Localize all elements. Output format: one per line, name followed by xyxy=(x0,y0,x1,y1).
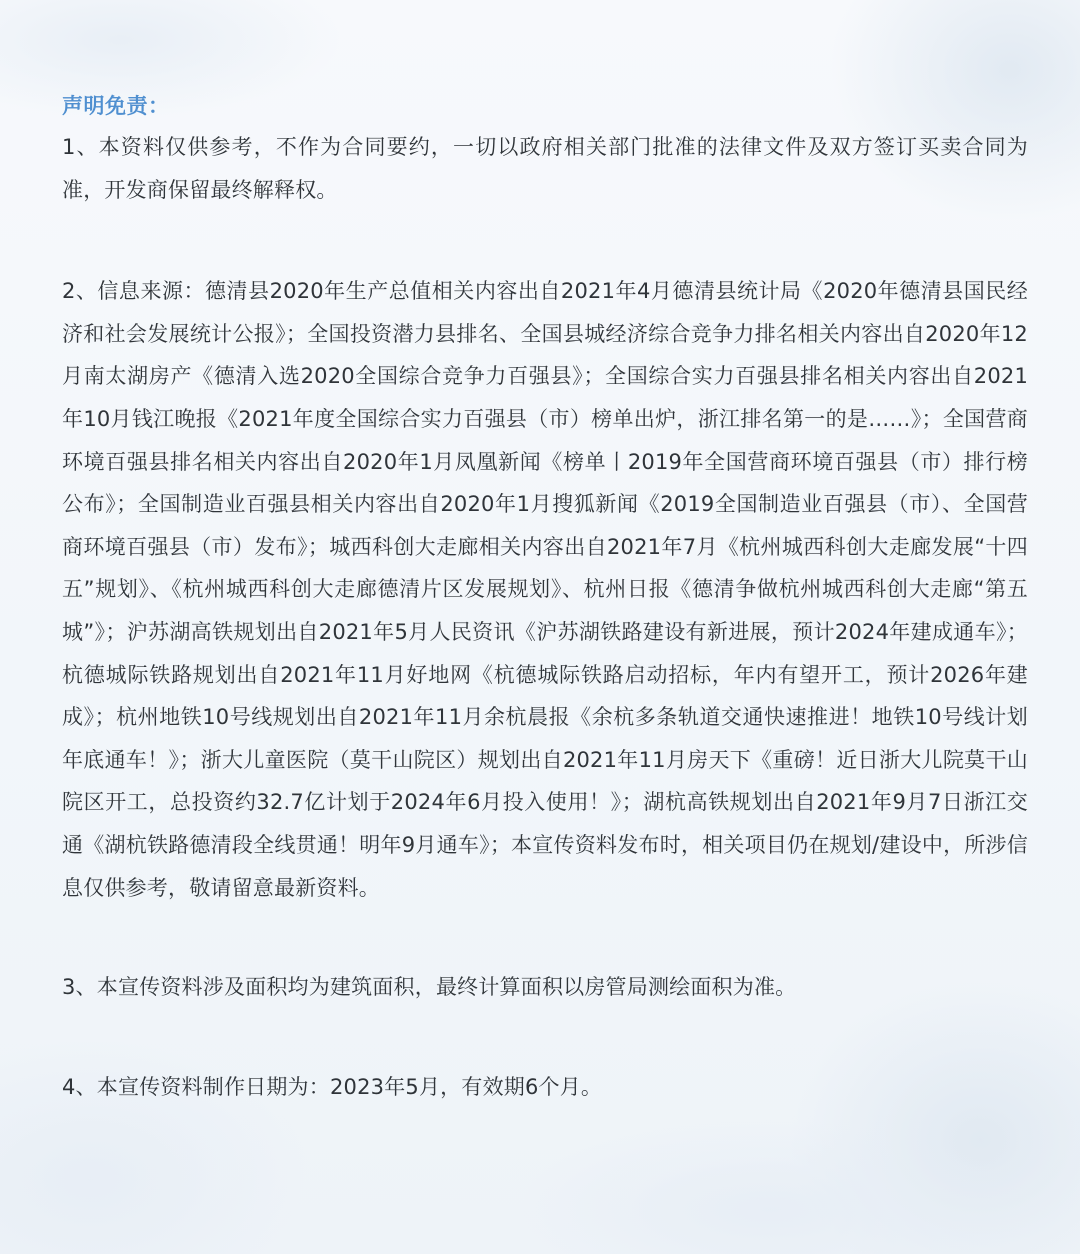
disclaimer-section xyxy=(62,86,1028,1108)
disclaimer-paragraph-2: 2、信息来源：德清县2020年生产总值相关内容出自2021年4月德清县统计局《2020年德清县国民经济和社会发展统计公报》；全国投资潜力县排名、全国县城经济综合竞争力排名相关内容出自2020年12月南太湖房产《德清入选2020全国综合竞争力百强县》；全国综合实力百强县排名相关内容出自2021年10月钱江晚报《2021年度全国综合实力百强县（市）榜单出炉，浙江排名第一的是……》；全国营商环境百强县排名相关内容出自2020年1月凤凰新闻《榜单丨2019年全国营商环境百强县（市）排行榜公布》；全国制造业百强县相关内容出自2020年1月搜狐新闻《2019全国制造业百强县（市）、全国营商环境百强县（市）发布》；城西科创大走廊相关内容出自2021年7月《杭州城西科创大走廊发展“十四五”规划》、《杭州城西科创大走廊德清片区发展规划》、杭州日报《德清争做杭州城西科创大走廊“第五城”》；沪苏湖高铁规划出自2021年5月人民资讯《沪苏湖铁路建设有新进展，预计2024年建成通车》；杭德城际铁路规划出自2021年11月好地网《杭德城际铁路启动招标，年内有望开工，预计2026年建成》；杭州地铁10号线规划出自2021年11月余杭晨报《余杭多条轨道交通快速推进！地铁10号线计划年底通车！》；浙大儿童医院（莫干山院区）规划出自2021年11月房天下《重磅！近日浙大儿院莫干山院区开工，总投资约32.7亿计划于2024年6月投入使用！》；湖杭高铁规划出自2021年9月7日浙江交通《湖杭铁路德清段全线贯通！明年9月通车》；本宣传资料发布时，相关项目仍在规划/建设中，所涉信息仅供参考，敬请留意最新资料。 xyxy=(62,279,1028,900)
disclaimer-paragraph-4: 4、本宣传资料制作日期为：2023年5月，有效期6个月。 xyxy=(62,1074,603,1099)
disclaimer-paragraph-3: 3、本宣传资料涉及面积均为建筑面积，最终计算面积以房管局测绘面积为准。 xyxy=(62,975,797,1000)
disclaimer-paragraph-1: 1、本资料仅供参考，不作为合同要约，一切以政府相关部门批准的法律文件及双方签订买卖合同为准，开发商保留最终解释权。 xyxy=(62,135,1028,202)
disclaimer-heading: 声明免责： xyxy=(62,94,170,118)
